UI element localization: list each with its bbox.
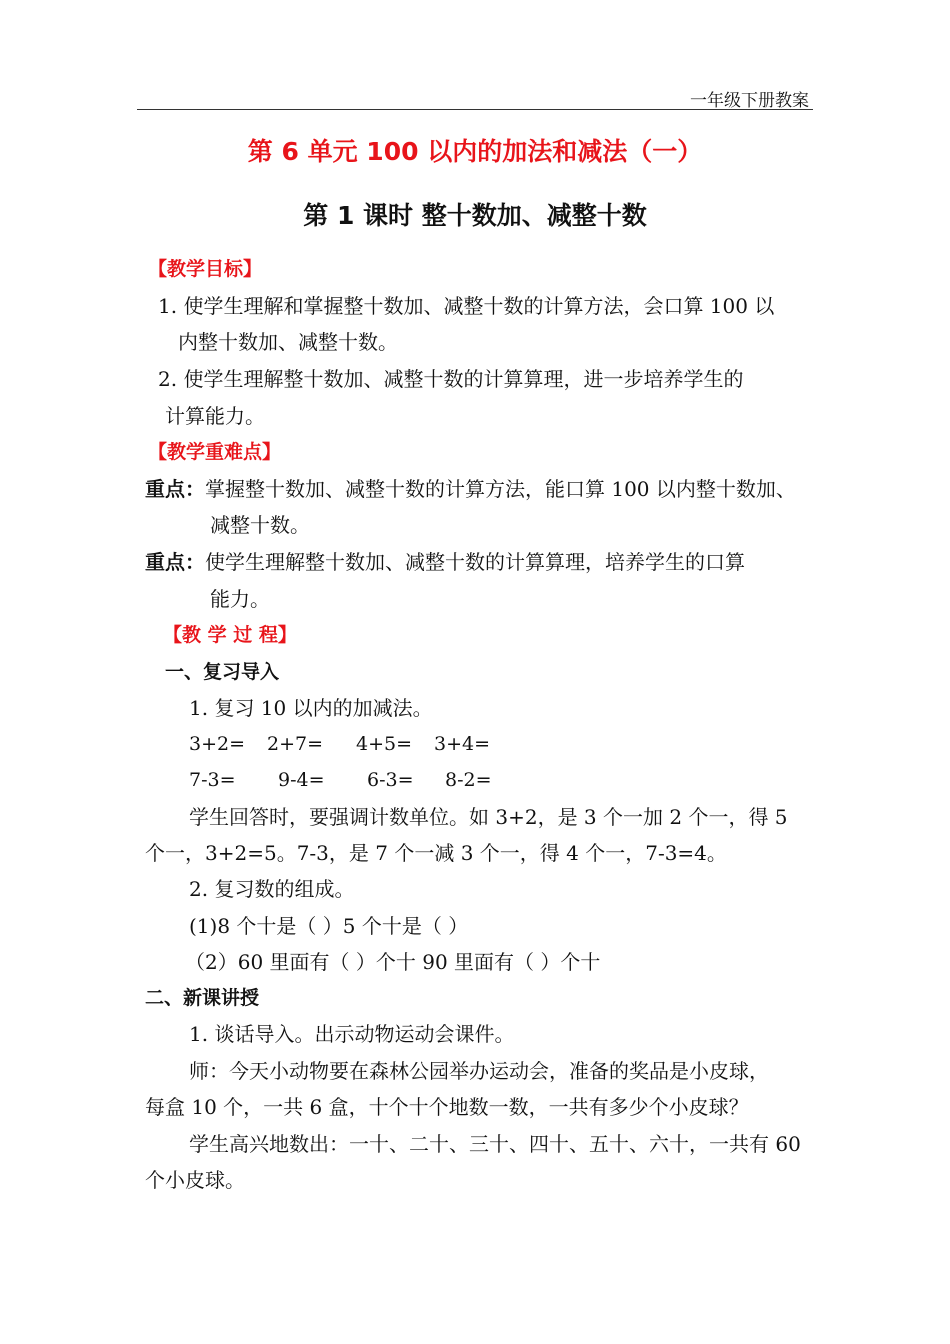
doc-label: 一年级下册教案 (690, 91, 809, 111)
section2-students-line2: 个小皮球。 (145, 1168, 245, 1192)
section2-title: 二、新课讲授 (145, 987, 260, 1009)
section1-note-line2: 个一，3+2=5。7-3，是 7 个一减 3 个一，得 4 个一，7-3=4。 (145, 841, 727, 865)
objectives-heading: 【教学目标】 (148, 258, 263, 280)
keypoint-1-line2: 减整十数。 (210, 513, 310, 537)
keypoint-label: 重点： (145, 477, 205, 501)
equation: 3+2= (189, 733, 246, 755)
section2-step1: 1. 谈话导入。出示动物运动会课件。 (189, 1022, 515, 1046)
section1-note-line1: 学生回答时，要强调计数单位。如 3+2，是 3 个一加 2 个一，得 5 (189, 805, 788, 829)
keypoint-text: 掌握整十数加、减整十数的计算方法，能口算 100 以内整十数加、 (205, 477, 796, 501)
unit-title: 第 6 单元 100 以内的加法和减法（一） (247, 137, 703, 166)
section2-teacher-line2: 每盒 10 个，一共 6 盒，十个十个地数一数，一共有多少个小皮球？ (145, 1095, 749, 1119)
section1-step1: 1. 复习 10 以内的加减法。 (189, 696, 433, 720)
section1-title: 一、复习导入 (165, 661, 280, 683)
keypoint-label: 重点： (145, 550, 205, 574)
objective-1-line1: 1. 使学生理解和掌握整十数加、减整十数的计算方法，会口算 100 以 (158, 294, 775, 318)
objective-2-line2: 计算能力。 (165, 404, 265, 428)
process-heading: 【教 学 过 程】 (163, 624, 297, 646)
equation: 8-2= (445, 769, 492, 791)
keypoint-text: 使学生理解整十数加、减整十数的计算算理，培养学生的口算 (205, 550, 745, 574)
equation: 4+5= (356, 733, 413, 755)
equation: 7-3= (189, 769, 236, 791)
keypoint-2-line2: 能力。 (210, 587, 270, 611)
keypoints-heading: 【教学重难点】 (148, 441, 282, 463)
section2-students-line1: 学生高兴地数出：一十、二十、三十、四十、五十、六十，一共有 60 (189, 1132, 801, 1156)
equation: 9-4= (278, 769, 325, 791)
equation: 2+7= (267, 733, 324, 755)
keypoint-2-line1 (145, 550, 745, 574)
section1-question-1: (1)8 个十是（ ）5 个十是（ ） (189, 914, 469, 938)
lesson-title: 第 1 课时 整十数加、减整十数 (303, 201, 647, 230)
equation: 3+4= (434, 733, 491, 755)
section1-step2: 2. 复习数的组成。 (189, 877, 355, 901)
objective-1-line2: 内整十数加、减整十数。 (178, 330, 398, 354)
section2-teacher-line1: 师：今天小动物要在森林公园举办运动会，准备的奖品是小皮球， (189, 1059, 769, 1083)
objective-2-line1: 2. 使学生理解整十数加、减整十数的计算算理，进一步培养学生的 (158, 367, 744, 391)
equation: 6-3= (367, 769, 414, 791)
keypoint-1-line1 (145, 477, 796, 501)
section1-question-2: （2）60 里面有（ ）个十 90 里面有（ ）个十 (185, 950, 601, 974)
page-header (137, 84, 813, 110)
